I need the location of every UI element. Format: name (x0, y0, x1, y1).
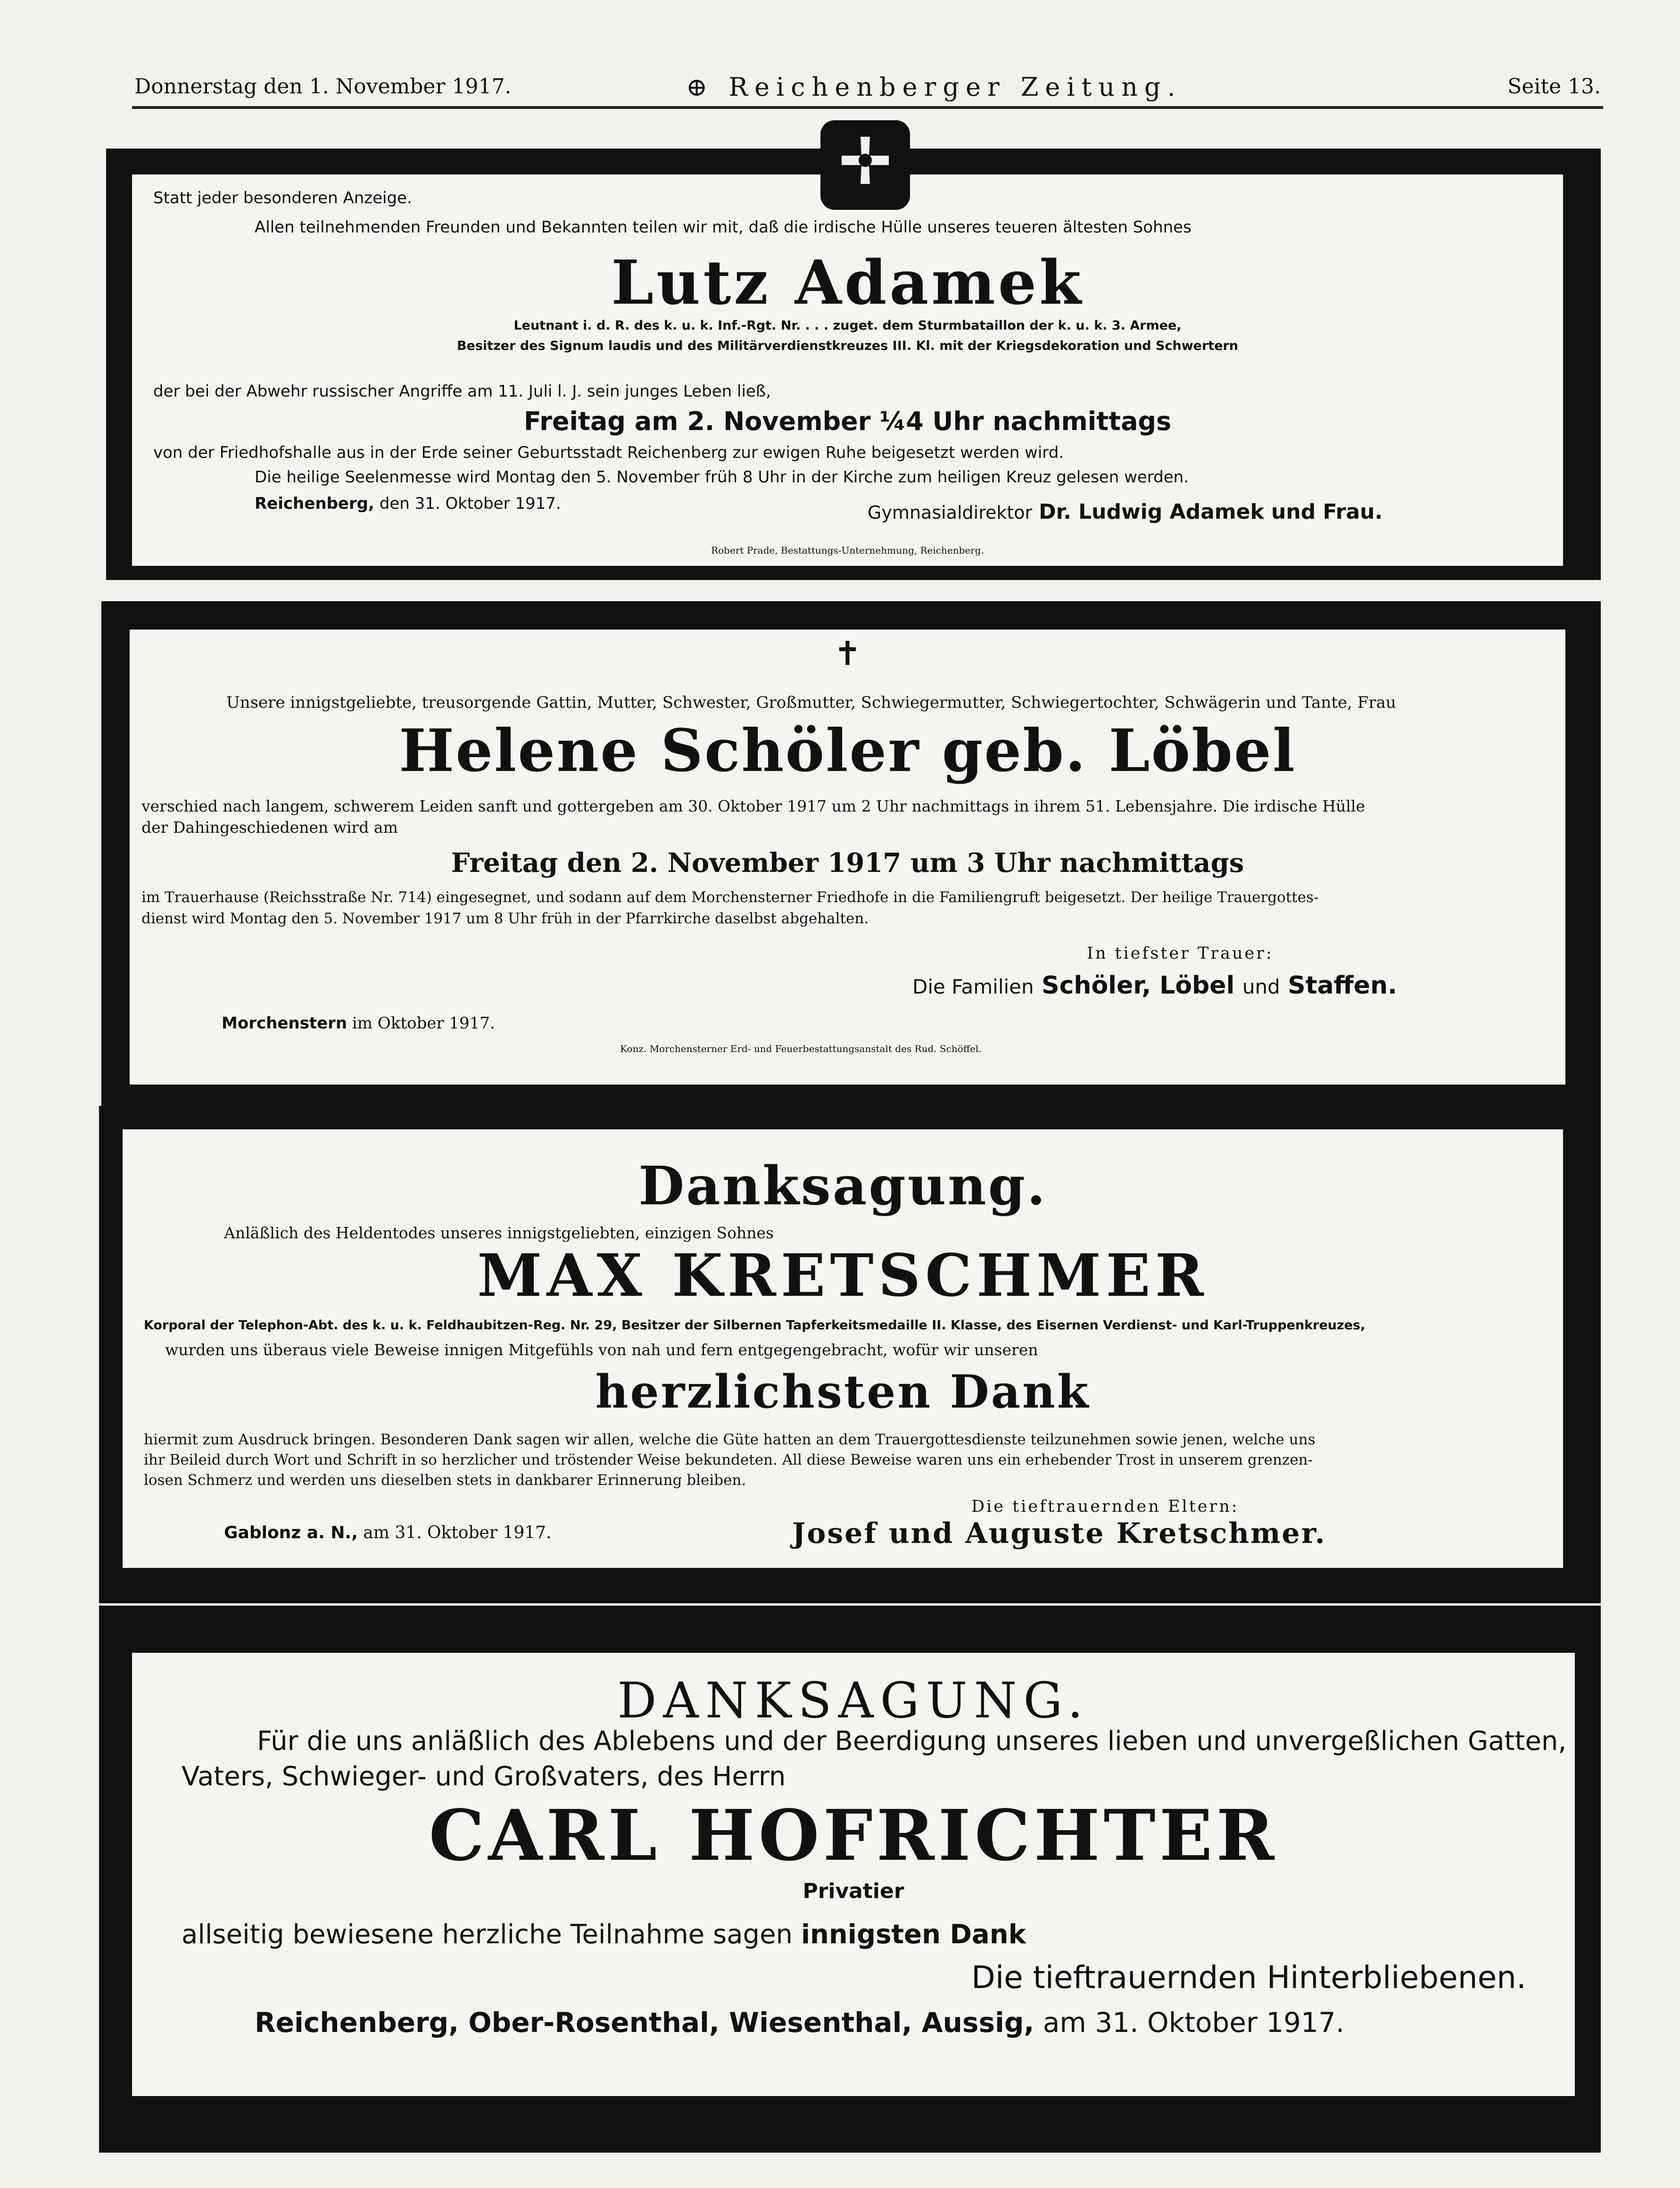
obituary-adamek (106, 149, 1601, 580)
burial-date: Freitag den 2. November 1917 um 3 Uhr nachmittags (451, 847, 1244, 879)
intro-line: Unsere innigstgeliebte, treusorgende Gattin, Mutter, Schwester, Großmutter, Schwiegermutter, Schwiegertochter, Schwägerin und Tante, Frau (226, 693, 1396, 712)
mass-line: Die heilige Seelenmesse wird Montag den 5. November früh 8 Uhr in der Kirche zum heiligen Kreuz gelesen werden. (255, 468, 1189, 487)
intro-line: Anläßlich des Heldentodes unseres innigstgeliebten, einzigen Sohnes (224, 1224, 774, 1242)
date: den 31. Oktober 1917. (379, 494, 561, 513)
mourning-signature: Die tieftrauernden Hinterbliebenen. (971, 1959, 1526, 1996)
signature: Josef und Auguste Kretschmer. (792, 1517, 1326, 1550)
memorial-emblem-icon (820, 120, 910, 210)
thanks-phrase: herzlichsten Dank (595, 1365, 1091, 1418)
death-line: verschied nach langem, schwerem Leiden sanft und gottergeben am 30. Oktober 1917 um 2 Uhr nachmittags in ihrem 51. Lebensjahre. Die irdische Hülle (141, 797, 1366, 815)
page-header (134, 70, 1601, 108)
newspaper-title: ⊕ Reichenberger Zeitung. (686, 72, 1182, 102)
undertaker: Konz. Morchensterner Erd- und Feuerbestattungsanstalt des Rud. Schöffel. (620, 1043, 982, 1054)
place: Gablonz a. N., (224, 1523, 358, 1542)
burial-date: Freitag am 2. November ¼4 Uhr nachmittags (523, 406, 1172, 436)
place-date (255, 2006, 1344, 2039)
death-line-2: der Dahingeschiedenen wird am (141, 818, 398, 837)
obituary-schoeler-body (130, 630, 1565, 1085)
thanks-heading: Danksagung. (638, 1155, 1047, 1217)
thanks-hofrichter-body (132, 1653, 1575, 2096)
intro-line: Statt jeder besonderen Anzeige. (153, 189, 412, 207)
thanks-kretschmer (99, 1106, 1601, 1603)
deceased-name: Lutz Adamek (611, 248, 1084, 318)
date: am 31. Oktober 1917. (1043, 2006, 1345, 2039)
header-date: Donnerstag den 1. November 1917. (134, 75, 512, 99)
announcement-line: Allen teilnehmenden Freunden und Bekannten teilen wir mit, daß die irdische Hülle unseres teueren ältesten Sohnes (255, 218, 1192, 237)
thanks-line-2: ihr Beileid durch Wort und Schrift in so herzlicher und tröstender Weise bekundeten. All diese Beweise waren uns ein erhebender Trost in unserem grenzen- (144, 1451, 1313, 1468)
thanks-hofrichter (99, 1606, 1601, 2153)
signature-names-2: Staffen. (1288, 971, 1397, 1000)
obituary-adamek-body (132, 174, 1563, 566)
deceased-name: Helene Schöler geb. Löbel (399, 717, 1296, 785)
signature (868, 500, 1382, 524)
header-rule (132, 106, 1603, 109)
thanks-line-1: hiermit zum Ausdruck bringen. Besonderen Dank sagen wir allen, welche die Güte hatten an dem Trauergottesdienste teilzunehmen sowie jenen, welche uns (144, 1431, 1316, 1448)
signature-name: Dr. Ludwig Adamek und Frau. (1039, 500, 1383, 524)
thanks-kretschmer-body (123, 1129, 1563, 1568)
deceased-name: CARL HOFRICHTER (429, 1794, 1278, 1876)
sympathy-line: wurden uns überaus viele Beweise innigen Mitgefühls von nah und fern entgegengebracht, wofür wir unseren (165, 1341, 1038, 1359)
signature-title: Gymnasialdirektor (868, 502, 1033, 523)
rank-line-1: Leutnant i. d. R. des k. u. k. Inf.-Rgt. Nr. . . . zuget. dem Sturmbataillon der k. u. k. 3. Armee, (513, 318, 1182, 333)
death-line: der bei der Abwehr russischer Angriffe am 11. Juli l. J. sein junges Leben ließ, (153, 382, 771, 401)
undertaker: Robert Prade, Bestattungs-Unternehmung, Reichenberg. (711, 545, 984, 556)
place: Reichenberg, Ober-Rosenthal, Wiesenthal, Aussig, (255, 2006, 1034, 2039)
thanks-phrase: innigsten Dank (801, 1919, 1026, 1950)
place: Morchenstern (222, 1014, 348, 1033)
deceased-title: Privatier (803, 1879, 904, 1903)
burial-line: im Trauerhause (Reichsstraße Nr. 714) eingesegnet, und sodann auf dem Morchensterner Friedhofe in die Familiengruft beigesetzt. Der heilige Trauergottes- (141, 889, 1319, 906)
cross-icon: ✝ (834, 634, 861, 673)
signature-and: und (1242, 975, 1280, 998)
mourning-heading: In tiefster Trauer: (1087, 944, 1274, 963)
intro-line-2: Vaters, Schwieger- und Großvaters, des Herrn (182, 1761, 786, 1792)
date: am 31. Oktober 1917. (363, 1523, 552, 1542)
thanks-line-3: losen Schmerz und werden uns dieselben stets in dankbarer Erinnerung bleiben. (144, 1472, 746, 1489)
thanks-text: allseitig bewiesene herzliche Teilnahme sagen (182, 1919, 793, 1950)
thanks-line (182, 1919, 1026, 1950)
burial-line: von der Friedhofshalle aus in der Erde seiner Geburtsstadt Reichenberg zur ewigen Ruhe beigesetzt werden wird. (153, 443, 1064, 462)
intro-line-1: Für die uns anläßlich des Ablebens und der Beerdigung unseres lieben und unvergeßlichen Gatten, (257, 1726, 1567, 1757)
page-number: Seite 13. (1507, 75, 1601, 99)
obituary-schoeler (101, 601, 1601, 1113)
place-date (222, 1014, 495, 1033)
place-date (224, 1523, 552, 1542)
thanks-heading: DANKSAGUNG. (617, 1672, 1090, 1729)
deceased-name: MAX KRETSCHMER (477, 1242, 1208, 1310)
rank-line: Korporal der Telephon-Abt. des k. u. k. Feldhaubitzen-Reg. Nr. 29, Besitzer der Silbernen Tapferkeitsmedaille II. Klasse, des Eisernen Verdienst- und Karl-Truppenkreuzes, (144, 1318, 1366, 1333)
mourning-heading: Die tieftrauernden Eltern: (971, 1497, 1239, 1516)
place-date (255, 494, 561, 513)
signature (912, 971, 1397, 1000)
signature-names: Schöler, Löbel (1042, 971, 1235, 1000)
signature-prefix: Die Familien (912, 975, 1034, 998)
rank-line-2: Besitzer des Signum laudis und des Militärverdienstkreuzes III. Kl. mit der Kriegsdekoration und Schwertern (456, 339, 1239, 353)
place: Reichenberg, (255, 494, 374, 513)
date: im Oktober 1917. (352, 1014, 495, 1033)
mass-line: dienst wird Montag den 5. November 1917 um 8 Uhr früh in der Pfarrkirche daselbst abgehalten. (141, 910, 869, 927)
